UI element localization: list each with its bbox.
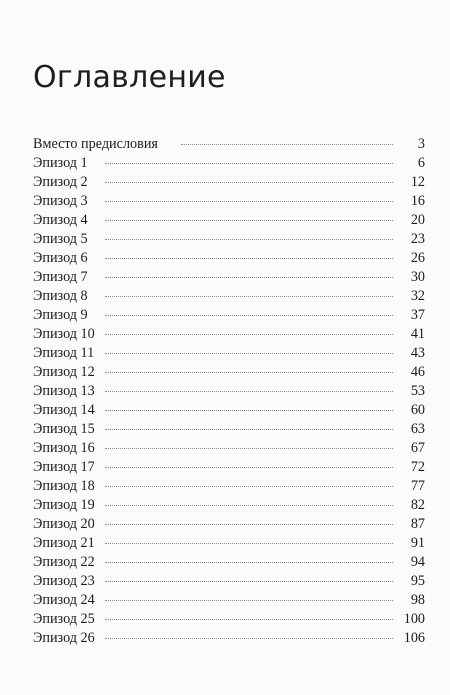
toc-entry [33,344,425,363]
dot-leader [105,201,393,202]
toc-entry-title: Эпизод 4 [33,212,88,228]
toc-entry [33,515,425,534]
toc-entry-page: 23 [410,231,425,247]
toc-entry-page: 43 [410,345,425,361]
toc-entry-title: Эпизод 22 [33,554,95,570]
toc-entry-title: Эпизод 16 [33,440,95,456]
toc-entry-page: 100 [403,611,425,627]
dot-leader [105,239,393,240]
toc-entry [33,534,425,553]
toc-entry [33,249,425,268]
toc-entry-page: 94 [410,554,425,570]
toc-entry [33,306,425,325]
toc-entry-page: 106 [403,630,425,646]
toc-entry [33,629,425,648]
dot-leader [105,410,393,411]
toc-entry-page: 20 [410,212,425,228]
toc-entry-title: Эпизод 10 [33,326,95,342]
toc-entry-page: 3 [417,136,425,152]
toc-entry-title: Эпизод 13 [33,383,95,399]
toc-entry-page: 98 [410,592,425,608]
toc-entry [33,572,425,591]
toc-entry-title: Эпизод 2 [33,174,88,190]
toc-entry [33,325,425,344]
toc-entry [33,382,425,401]
dot-leader [181,144,393,145]
dot-leader [105,353,393,354]
dot-leader [105,277,393,278]
toc-entry [33,477,425,496]
dot-leader [105,296,393,297]
dot-leader [105,638,393,639]
toc-entry [33,230,425,249]
toc-entry-title: Эпизод 21 [33,535,95,551]
toc-entry-page: 87 [410,516,425,532]
toc-entry [33,135,425,154]
toc-entry-page: 82 [410,497,425,513]
toc-entry-title: Эпизод 14 [33,402,95,418]
toc-entry-page: 60 [410,402,425,418]
toc-entry-title: Эпизод 18 [33,478,95,494]
dot-leader [105,505,393,506]
toc-entry-page: 63 [410,421,425,437]
dot-leader [105,581,393,582]
toc-entry-title: Эпизод 23 [33,573,95,589]
toc-entry [33,439,425,458]
toc-entry-title: Эпизод 7 [33,269,88,285]
dot-leader [105,429,393,430]
dot-leader [105,163,393,164]
toc-entry-page: 53 [410,383,425,399]
toc-entry-page: 67 [410,440,425,456]
toc-entry [33,268,425,287]
toc-entry [33,553,425,572]
toc-entry [33,287,425,306]
page-title: Оглавление [33,60,226,95]
dot-leader [105,600,393,601]
toc-entry [33,363,425,382]
toc-entry-page: 91 [410,535,425,551]
toc-entry-title: Эпизод 24 [33,592,95,608]
toc-entry-title: Эпизод 9 [33,307,88,323]
toc-entry-page: 77 [410,478,425,494]
toc-entry-title: Эпизод 17 [33,459,95,475]
dot-leader [105,524,393,525]
toc-entry-title: Эпизод 26 [33,630,95,646]
toc-entry-title: Вместо предисловия [33,136,158,152]
toc-entry-title: Эпизод 19 [33,497,95,513]
toc-entry-title: Эпизод 3 [33,193,88,209]
toc-entry [33,420,425,439]
toc-entry-page: 72 [410,459,425,475]
dot-leader [105,619,393,620]
toc-entry [33,610,425,629]
dot-leader [105,372,393,373]
dot-leader [105,562,393,563]
toc-entry-page: 6 [417,155,425,171]
toc-entry-page: 95 [410,573,425,589]
toc-entry [33,173,425,192]
toc-entry-page: 16 [410,193,425,209]
toc-entry-page: 41 [410,326,425,342]
toc-entry-title: Эпизод 15 [33,421,95,437]
toc-entry [33,496,425,515]
toc-entry-title: Эпизод 25 [33,611,95,627]
dot-leader [105,448,393,449]
dot-leader [105,182,393,183]
dot-leader [105,258,393,259]
toc-entry-title: Эпизод 12 [33,364,95,380]
toc-entry-title: Эпизод 8 [33,288,88,304]
toc-entry [33,591,425,610]
toc-entry-title: Эпизод 20 [33,516,95,532]
dot-leader [105,543,393,544]
toc-entry [33,458,425,477]
toc-entry-page: 37 [410,307,425,323]
dot-leader [105,486,393,487]
dot-leader [105,220,393,221]
dot-leader [105,334,393,335]
toc-entry-page: 32 [410,288,425,304]
dot-leader [105,467,393,468]
toc-entry [33,211,425,230]
toc-entry [33,192,425,211]
toc-entry-title: Эпизод 5 [33,231,88,247]
toc-entry-page: 12 [410,174,425,190]
toc-entry-title: Эпизод 6 [33,250,88,266]
toc-entry [33,401,425,420]
toc-entry-page: 46 [410,364,425,380]
table-of-contents [33,135,425,648]
dot-leader [105,315,393,316]
toc-entry-page: 26 [410,250,425,266]
toc-entry [33,154,425,173]
toc-entry-title: Эпизод 1 [33,155,88,171]
toc-entry-title: Эпизод 11 [33,345,95,361]
dot-leader [105,391,393,392]
toc-entry-page: 30 [410,269,425,285]
